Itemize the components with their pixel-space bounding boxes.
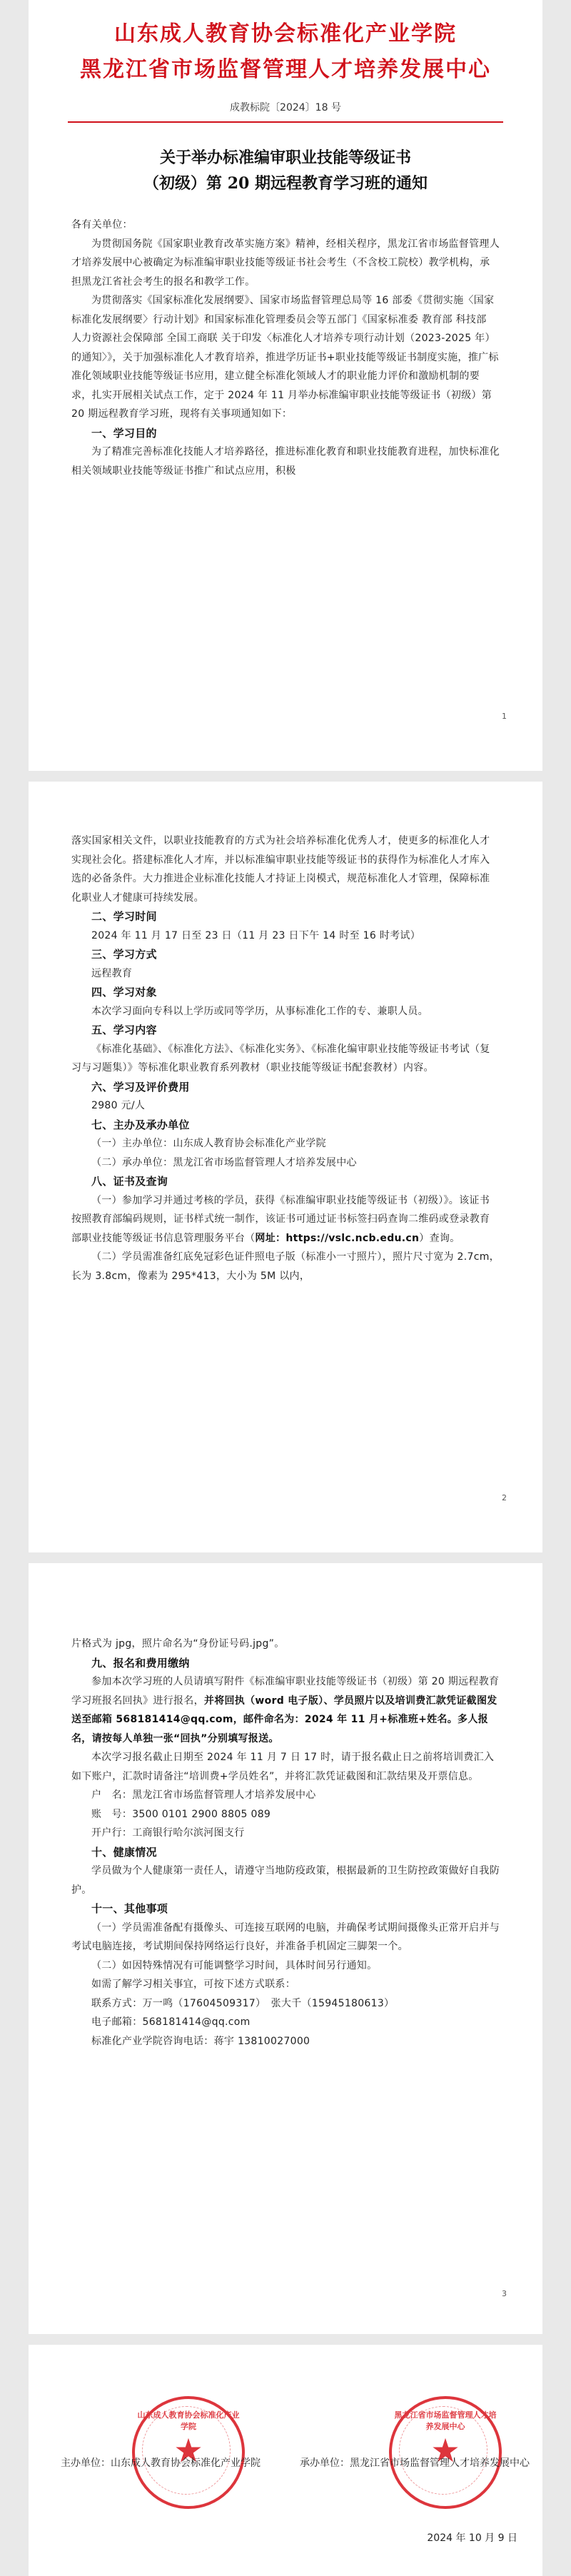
certificate-text-end: ）查询。 — [419, 1232, 460, 1244]
host-signature-name: 山东成人教育协会标准化产业学院 — [111, 2458, 261, 2469]
section-6-heading: 六、学习及评价费用 — [91, 1080, 190, 1093]
page-4 — [29, 2345, 542, 2576]
organizer-seal-text: 黑龙江省市场监督管理人才培养发展中心 — [394, 2410, 497, 2431]
organizer-unit: （二）承办单位：黑龙江省市场监督管理人才培养发展中心 — [91, 1156, 357, 1168]
registration-bold-text: 并将回执（word 电子版）、学员照片以及培训费汇款凭证截图发送至邮箱 568181414@qq.com，邮件命名为：2024 年 11 月+标准班+姓名。多人报名，请按每人单独一张“回执”分别填写报送。 — [71, 1694, 497, 1744]
section-1-paragraph-end: 落实国家相关文件，以职业技能教育的方式为社会培养标准化优秀人才，使更多的标准化人才实现社会化。搭建标准化人才库，并以标准编审职业技能等级证书的获得作为标准化人才库入选的必备条件。大力推进企业标准化技能人才持证上岗模式，规范标准化人才管理，保障标准化职业人才健康可持续发展。 — [71, 835, 490, 904]
seal-star-icon: ★ — [173, 2431, 203, 2470]
title-line-1: 关于举办标准编审职业技能等级证书 — [159, 148, 411, 167]
website-url[interactable]: https://vslc.ncb.edu.cn — [286, 1232, 420, 1244]
header-org-1: 山东成人教育协会标准化产业学院 — [114, 21, 457, 46]
certificate-text: （一）参加学习并通过考核的学员，获得《标准编审职业技能等级证书（初级）》。该证书按照教育部编码规则，证书样式统一制作，该证书可通过证书标签扫码查询二维码或登录教育部职业技能等级证书信息管理服务平台（ — [71, 1194, 490, 1244]
page-number-3: 3 — [502, 2289, 507, 2298]
page-2 — [29, 782, 542, 1552]
section-4-heading: 四、学习对象 — [91, 986, 157, 999]
bank-name: 开户行：工商银行哈尔滨河图支行 — [91, 1827, 245, 1839]
page-number-1: 1 — [502, 712, 507, 721]
section-4-text: 本次学习面向专科以上学历或同等学历，从事标准化工作的专、兼职人员。 — [91, 1005, 428, 1017]
section-10-heading: 十、健康情况 — [91, 1845, 157, 1859]
page-number-2: 2 — [502, 1493, 507, 1502]
page-3-body — [71, 1635, 500, 2051]
account-name: 户 名：黑龙江省市场监督管理人才培养发展中心 — [91, 1789, 316, 1801]
document-number: 成教标院〔2024〕18 号 — [230, 102, 341, 113]
photo-requirement-start: （二）学员需准备红底免冠彩色证件照电子版（标准小一寸照片），照片尺寸宽为 2.7cm，长为 3.8cm，像素为 295*413，大小为 5M 以内， — [71, 1251, 500, 1282]
registration-paragraph — [71, 1672, 500, 1748]
section-2-heading: 二、学习时间 — [91, 910, 157, 923]
section-1-paragraph-start: 为了精准完善标准化技能人才培养路径，推进标准化教育和职业技能教育进程，加快标准化相关领域职业技能等级证书推广和试点应用，积极 — [71, 446, 500, 477]
website-label: 网址： — [255, 1232, 286, 1244]
section-11-heading: 十一、其他事项 — [91, 1902, 168, 1915]
signature-date: 2024 年 10 月 9 日 — [427, 2532, 517, 2544]
organizer-seal-stamp — [389, 2396, 502, 2509]
host-signature — [61, 2453, 289, 2473]
section-5-text: 《标准化基础》、《标准化方法》、《标准化实务》、《标准化编审职业技能等级证书考试（复习与习题集）》等标准化职业教育系列教材（职业技能等级证书配套教材）内容。 — [71, 1043, 490, 1074]
section-10-text: 学员做为个人健康第一责任人，请遵守当地防疫政策，根据最新的卫生防控政策做好自我防护。 — [71, 1865, 500, 1896]
header-org-2: 黑龙江省市场监督管理人才培养发展中心 — [80, 57, 491, 82]
section-3-heading: 三、学习方式 — [91, 948, 157, 961]
photo-requirement-end: 片格式为 jpg，照片命名为“身份证号码.jpg”。 — [71, 1638, 285, 1650]
section-9-heading: 九、报名和费用缴纳 — [91, 1656, 190, 1670]
host-seal-text: 山东成人教育协会标准化产业学院 — [137, 2410, 240, 2431]
greeting: 各有关单位： — [71, 219, 133, 231]
host-seal-stamp — [132, 2396, 245, 2509]
organizer-signature-label: 承办单位： — [300, 2458, 350, 2469]
contact-intro: 如需了解学习相关事宜，可按下述方式联系： — [91, 1979, 295, 1990]
page-1-body — [71, 216, 500, 480]
page-3 — [29, 1563, 542, 2334]
title-line-2: （初级）第 20 期远程教育学习班的通知 — [143, 174, 428, 193]
section-2-text: 2024 年 11 月 17 日至 23 日（11 月 23 日下午 14 时至 16 时考试） — [91, 929, 421, 941]
certificate-paragraph — [71, 1191, 500, 1248]
section-3-text: 远程教育 — [91, 967, 133, 979]
page-1 — [29, 0, 542, 771]
section-1-heading: 一、学习目的 — [91, 426, 157, 440]
consult-phone: 标准化产业学院咨询电话：蒋宇 13810027000 — [91, 2035, 310, 2047]
page-2-body — [71, 832, 500, 1286]
section-6-text: 2980 元/人 — [91, 1100, 146, 1111]
schedule-note: （二）如因特殊情况有可能调整学习时间，具体时间另行通知。 — [91, 1959, 378, 1971]
registration-text: 参加本次学习班的人员请填写附件《标准编审职业技能等级证书（初级）第 20 期远程教育学习班报名回执》进行报名， — [71, 1676, 500, 1707]
organizer-signature — [300, 2453, 535, 2473]
contact-email: 电子邮箱：568181414@qq.com — [91, 2016, 251, 2028]
host-signature-label: 主办单位： — [61, 2458, 111, 2469]
section-5-heading: 五、学习内容 — [91, 1024, 157, 1036]
seal-star-icon: ★ — [430, 2431, 460, 2470]
red-divider — [68, 121, 503, 123]
account-number: 账 号：3500 0101 2900 8805 089 — [91, 1808, 271, 1820]
intro-paragraph-2: 为贯彻落实《国家标准化发展纲要》、国家市场监督管理总局等 16 部委《贯彻实施〈国家标准化发展纲要〉行动计划》和国家标准化管理委员会等五部门《国家标准委 教育部 科技部 人力资源社会保障部 全国工商联 关于印发〈标准化人才培养专项行动计划（2023-2025 年）的通知〉》，关于加强标准化人才教育培养，推进学历证书+职业技能等级证书制度实施，推广标准化领域职业技能等级证书应用，建立健全标准化领域人才的职业能力评价和激励机制的要求，扎实开展相关试点工作，定于 2024 年 11 月举办标准编审职业技能等级证书（初级）第 20 期远程教育学习班，现将有关事项通知如下： — [71, 295, 499, 420]
intro-paragraph-1: 为贯彻国务院《国家职业教育改革实施方案》精神，经相关程序，黑龙江省市场监督管理人才培养发展中心被确定为标准编审职业技能等级证书社会考生（不含校工院校）教学机构，承担黑龙江省社会考生的报名和教学工作。 — [71, 238, 500, 288]
section-8-heading: 八、证书及查询 — [91, 1175, 168, 1188]
host-unit: （一）主办单位：山东成人教育协会标准化产业学院 — [91, 1138, 326, 1149]
payment-deadline: 本次学习报名截止日期至 2024 年 11 月 7 日 17 时，请于报名截止日之前将培训费汇入如下账户，汇款时请备注“培训费+学员姓名”，并将汇款凭证截图和汇款结果及开票信息。 — [71, 1752, 495, 1782]
section-7-heading: 七、主办及承办单位 — [91, 1118, 190, 1131]
contact-phone: 联系方式：万一鸣（17604509317） 张大千（15945180613） — [91, 1997, 395, 2009]
organizer-signature-name: 黑龙江省市场监督管理人才培养发展中心 — [350, 2458, 530, 2469]
equipment-requirement: （一）学员需准备配有摄像头、可连接互联网的电脑，并确保考试期间摄像头正常开启并与考试电脑连接，考试期间保持网络运行良好，并准备手机固定三脚架一个。 — [71, 1921, 500, 1952]
